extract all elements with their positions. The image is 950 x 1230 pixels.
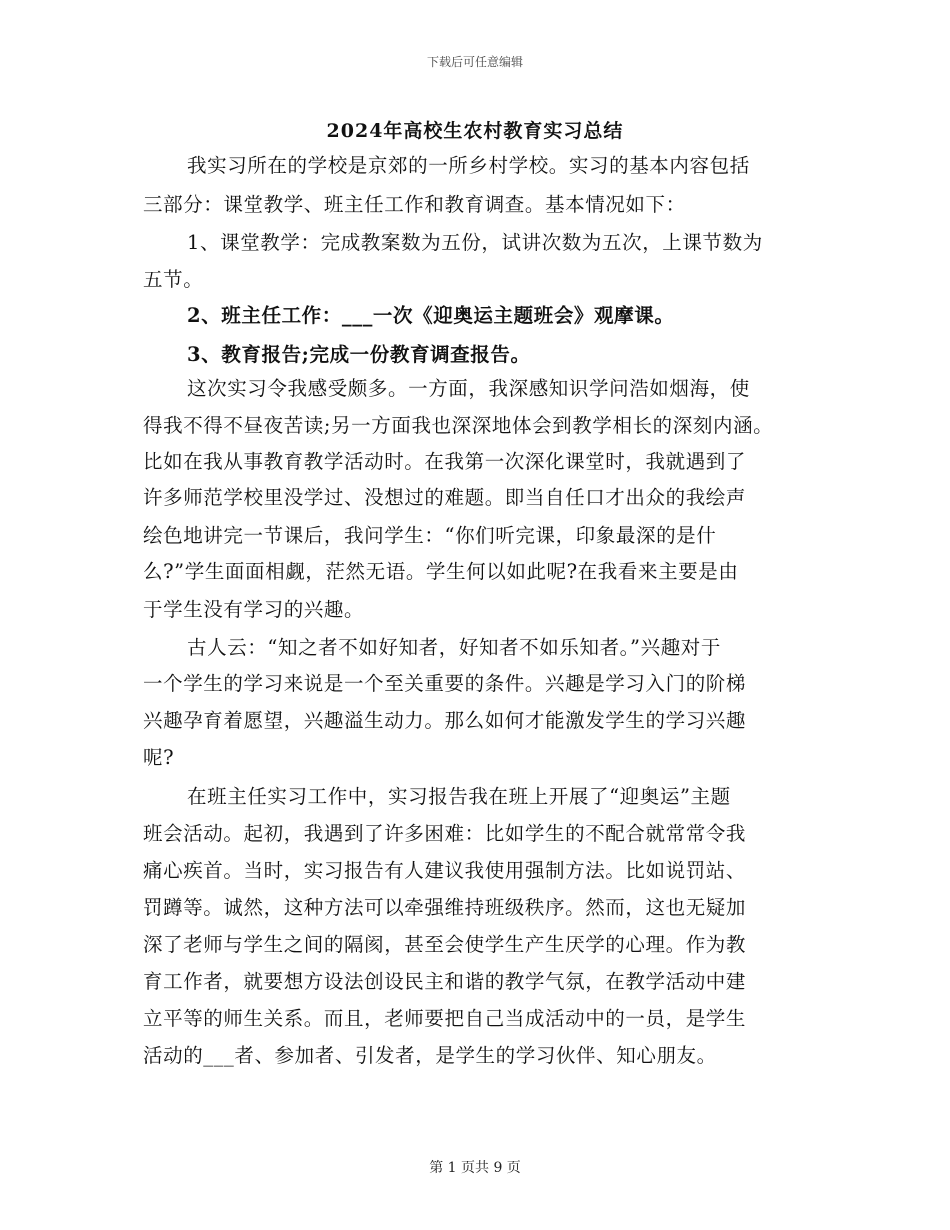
body-line: 我实习所在的学校是京郊的一所乡村学校。实习的基本内容包括 xyxy=(187,154,750,177)
body-line: 立平等的师生关系。而且，老师要把自己当成活动中的一员，是学生 xyxy=(143,1007,747,1030)
body-line: 于学生没有学习的兴趣。 xyxy=(143,598,365,621)
body-line: 三部分：课堂教学、班主任工作和教育调查。基本情况如下： xyxy=(143,193,686,216)
body-line: 1、课堂教学：完成教案数为五份，试讲次数为五次，上课节数为 xyxy=(187,231,763,254)
body-line: 许多师范学校里没学过、没想过的难题。即当自任口才出众的我绘声 xyxy=(143,486,747,509)
body-line: 育工作者，就要想方设法创设民主和谐的教学气氛，在教学活动中建 xyxy=(143,970,747,993)
page-header-note: 下载后可任意编辑 xyxy=(426,55,523,69)
body-line: 2、班主任工作：___一次《迎奥运主题班会》观摩课。 xyxy=(187,304,675,327)
body-line: 绘色地讲完一节课后，我问学生：“你们听完课，印象最深的是什 xyxy=(143,524,717,547)
body-line: 古人云：“知之者不如好知者，好知者不如乐知者。”兴趣对于 xyxy=(187,636,721,659)
body-line: 这次实习令我感受颇多。一方面，我深感知识学问浩如烟海，使 xyxy=(187,377,750,400)
body-line: 比如在我从事教育教学活动时。在我第一次深化课堂时，我就遇到了 xyxy=(143,450,747,473)
body-line: 深了老师与学生之间的隔阂，甚至会使学生产生厌学的心理。作为教 xyxy=(143,933,747,956)
body-line: 3、教育报告;完成一份教育调查报告。 xyxy=(187,343,531,366)
document-title: 2024年高校生农村教育实习总结 xyxy=(326,120,624,142)
body-line: 得我不得不昼夜苦读;另一方面我也深深地体会到教学相长的深刻内涵。 xyxy=(143,414,774,437)
body-line: 五节。 xyxy=(143,268,204,291)
body-line: 在班主任实习工作中，实习报告我在班上开展了“迎奥运”主题 xyxy=(187,785,731,808)
body-line: 痛心疾首。当时，实习报告有人建议我使用强制方法。比如说罚站、 xyxy=(143,859,747,882)
body-line: 活动的___者、参加者、引发者，是学生的学习伙伴、知心朋友。 xyxy=(143,1044,717,1067)
body-line: 罚蹲等。诚然，这种方法可以牵强维持班级秩序。然而，这也无疑加 xyxy=(143,896,747,919)
body-line: 班会活动。起初，我遇到了许多困难：比如学生的不配合就常常令我 xyxy=(143,822,747,845)
body-line: 一个学生的学习来说是一个至关重要的条件。兴趣是学习入门的阶梯 xyxy=(143,672,747,695)
body-line: 呢? xyxy=(143,746,175,769)
body-line: 兴趣孕育着愿望，兴趣溢生动力。那么如何才能激发学生的学习兴趣 xyxy=(143,709,747,732)
body-line: 么?”学生面面相觑，茫然无语。学生何以如此呢?在我看来主要是由 xyxy=(143,560,739,583)
page-number-footer: 第 1 页共 9 页 xyxy=(429,1160,521,1176)
